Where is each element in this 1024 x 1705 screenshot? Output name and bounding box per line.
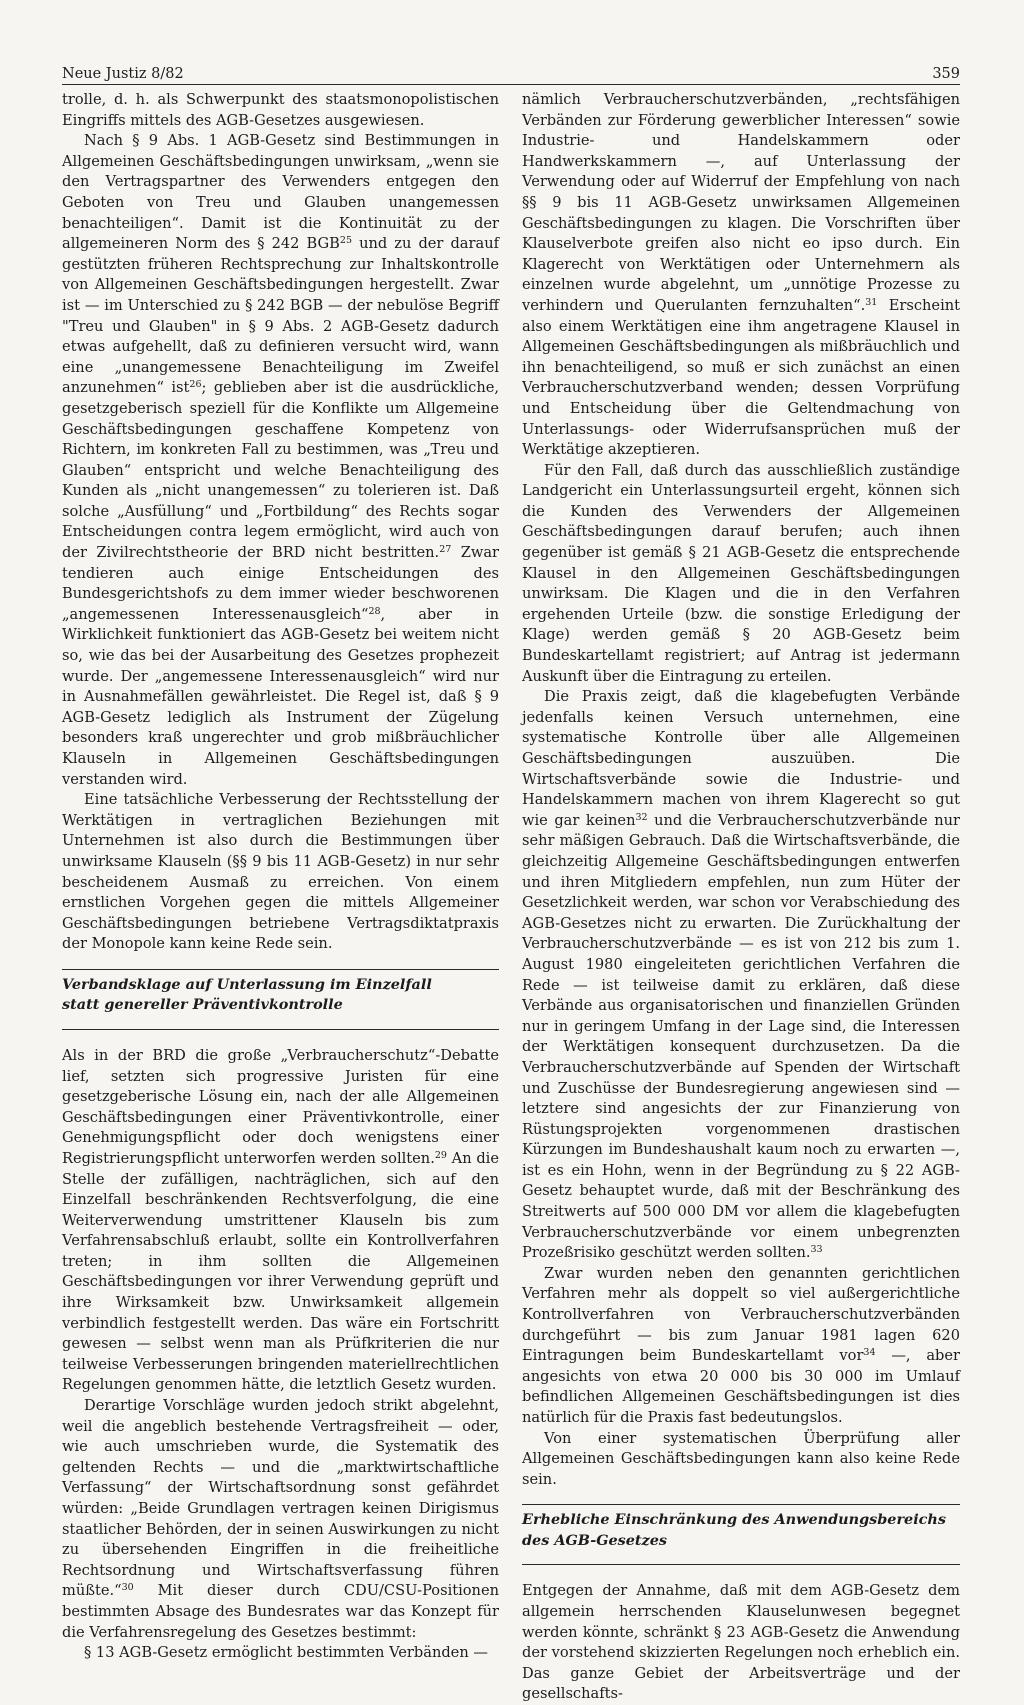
paragraph: nämlich Verbraucherschutzverbänden, „rechtsfähigen Verbänden zur Förderung gewerblicher Interessen“ sowie Industrie- und Handelskammern oder Handwerkskammern —, auf Unterlassung der Verwendung oder auf Widerruf der Empfehlung von nach §§ 9 bis 11 AGB-Gesetz unwirksamen Allgemeinen Geschäftsbedingungen zu klagen. Die Vorschriften über Klauselverbote greifen also nicht eo ipso durch. Ein Klagerecht von Werktätigen oder Unternehmern als einzelnen wurde abgelehnt, um „unnötige Prozesse zu verhindern und Querulanten fernzuhalten“.$^{31}$ Erscheint also einem Werktätigen eine ihm angetragene Klausel in Allgemeinen Geschäftsbedingungen als mißbräuchlich und ihn benachteiligend, so muß er sich zunächst an einen Verbraucherschutzverband wenden; dessen Vorprüfung und Entscheidung über die Geltendmachung von Unterlassungs- oder Widerrufsansprüchen muß der Werktätige akzeptieren. [522,91,960,459]
footnote-ref: 28 [368,605,381,617]
footnote-ref: 26 [189,379,202,391]
paragraph: Die Praxis zeigt, daß die klagebefugten Verbände jedenfalls keinen Versuch unternehmen, eine systematische Kontrolle über alle Allgemeinen Geschäftsbedingungen auszuüben. Die Wirtschaftsverbände sowie die Industrie- und Handelskammern machen von ihrem Klagerecht so gut wie gar keinen$^{32}$ und die Verbraucherschutzverbände nur sehr mäßigen Gebrauch. Daß die Wirtschaftsverbände, die gleichzeitig Allgemeine Geschäftsbedingungen entwerfen und ihren Mitgliedern empfehlen, nun zum Hüter der Gesetzlichkeit werden, war schon vor Verabschiedung des AGB-Gesetzes nicht zu erwarten. Die Zurückhaltung der Verbraucherschutzverbände — es ist von 212 bis zum 1. August 1980 eingeleiteten gerichtlichen Verfahren die Rede — ist teilweise damit zu erklären, daß diese Verbände aus organisatorischen und finanziellen Gründen nur in geringem Umfang in der Lage sind, die Interessen der Werktätigen konsequent durchzusetzen. Da die Verbraucherschutzverbände auf Spenden der Wirtschaft und Zuschüsse der Bundesregierung angewiesen sind — letztere sind angesichts der zur Finanzierung von Rüstungsprojekten vorgenommenen drastischen Kürzungen im Bundeshaushalt kaum noch zu erwarten —, ist es ein Hohn, wenn in der Begründung zu § 22 AGB-Gesetz behauptet wurde, daß mit der Beschränkung des Streitwerts auf 500 000 DM vor allem die klagebefugten Verbraucherschutzverbände vor einem unbegrenzten Prozeßrisiko geschützt werden sollten.$^{33}$ [522,688,960,1262]
paragraph: Von einer systematischen Überprüfung aller Allgemeinen Geschäftsbedingungen kann also keine Rede sein. [522,1429,960,1488]
footnote-ref: 25 [339,235,353,247]
paragraph: Nach § 9 Abs. 1 AGB-Gesetz sind Bestimmungen in Allgemeinen Geschäftsbedingungen unwirksam, „wenn sie den Vertragspartner des Verwenders entgegen den Geboten von Treu und Glauben unangemessen benachteiligen“. Damit ist die Kontinuität zu der allgemeineren Norm des § 242 BGB$^{25}$ und zu der darauf gestützten früheren Rechtsprechung zur Inhaltskontrolle von Allgemeinen Geschäftsbedingungen hergestellt. Zwar ist — im Unterschied zu § 242 BGB — der nebulöse Begriff "Treu und Glauben" in § 9 Abs. 2 AGB-Gesetz dadurch etwas aufgehellt, daß zu definieren versucht wird, wann eine „unangemessene Benachteiligung im Zweifel anzunehmen“ ist$^{26}$; geblieben aber ist die ausdrückliche, gesetzgeberisch speziell für die Konflikte um Allgemeine Geschäftsbedingungen geschaffene Kompetenz von Richtern, im konkreten Fall zu bestimmen, was „Treu und Glauben“ entspricht und welche Benachteiligung des Kunden als „nicht unangemessen“ zu tolerieren ist. Daß solche „Ausfüllung“ und „Fortbildung“ des Rechts sogar Entscheidungen contra legem ermöglicht, wird auch von der Zivilrechtstheorie der BRD nicht bestritten.$^{27}$ Zwar tendieren auch einige Entscheidungen des Bundesgerichtshofs zu dem immer wieder beschworenen „angemessenen Interessenausgleich“$^{28}$, aber in Wirklichkeit funktioniert das AGB-Gesetz bei weitem nicht so, wie das bei der Ausarbeitung des Gesetzes prophezeit wurde. Der „angemessene Interessenausgleich“ wird nur in Ausnahmefällen gewährleistet. Die Regel ist, daß § 9 AGB-Gesetz lediglich als Instrument der Zügelung besonders kraß ungerechter und grob mißbräuchlicher Klauseln in Allgemeinen Geschäftsbedingungen verstanden wird. [62,132,500,788]
page-number: 359 [932,66,960,82]
footnote-ref: 27 [439,544,452,556]
running-header [62,52,960,85]
paragraph: Derartige Vorschläge wurden jedoch strikt abgelehnt, weil die angeblich bestehende Vertragsfreiheit — oder, wie auch umschrieben wurde, die Systematik des geltenden Rechts — und die „marktwirtschaftliche Verfassung“ der Wirtschaftsordnung sonst gefährdet würden: „Beide Grundlagen vertragen keinen Dirigismus staatlicher Behörden, der in seinen Auswirkungen zu nicht zu übersehenden Eingriffen in die freiheitliche Rechtsordnung und Wirtschaftsverfassung führen müßte.“$^{30}$ Mit dieser durch CDU/CSU-Positionen bestimmten Absage des Bundesrates war das Konzept für die Verfahrensregelung des Gesetzes bestimmt: [62,1397,499,1641]
footnote-ref: 33 [810,1244,823,1256]
right-column [522,90,960,1705]
paragraph: Für den Fall, daß durch das ausschließlich zuständige Landgericht ein Unterlassungsurteil ergeht, können sich die Kunden des Verwenders der Allgemeinen Geschäftsbedingungen darauf berufen; auch ihnen gegenüber ist gemäß § 21 AGB-Gesetz die entsprechende Klausel in den Allgemeinen Geschäftsbedingungen unwirksam. Die Klagen und die in den Verfahren ergehenden Urteile (bzw. die sonstige Erledigung der Klage) werden gemäß § 20 AGB-Gesetz beim Bundeskartellamt registriert; auf Antrag ist jedermann Auskunft über die Eintragung zu erteilen. [522,461,960,685]
paragraph: Entgegen der Annahme, daß mit dem AGB-Gesetz dem allgemein herrschenden Klauselunwesen begegnet werden könnte, schränkt § 23 AGB-Gesetz die Anwendung der vorstehend skizzierten Regelungen noch erheblich ein. Das ganze Gebiet der Arbeitsverträge und der gesellschafts- [522,1582,960,1703]
footnote-ref: 31 [865,296,878,308]
section-heading: Verbandsklage auf Unterlassung im Einzelfall statt genereller Präventivkontrolle [62,969,499,1030]
footnote-ref: 30 [121,1582,134,1594]
footnote-ref: 34 [863,1347,876,1359]
journal-issue: Neue Justiz 8/82 [62,66,184,82]
section-heading: Erhebliche Einschränkung des Anwendungsbereichs des AGB-Gesetzes [522,1504,960,1565]
paragraph: trolle, d. h. als Schwerpunkt des staatsmonopolistischen Eingriffs mittels des AGB-Gesetzes ausgewiesen. [62,91,499,129]
left-column [62,90,499,1664]
paragraph: Eine tatsächliche Verbesserung der Rechtsstellung der Werktätigen in vertraglichen Beziehungen mit Unternehmen ist also durch die Bestimmungen über unwirksame Klauseln (§§ 9 bis 11 AGB-Gesetz) in nur sehr bescheidenem Ausmaß zu erreichen. Von einem ernstlichen Vorgehen gegen die mittels Allgemeiner Geschäftsbedingungen betriebene Vertragsdiktatpraxis der Monopole kann keine Rede sein. [62,791,499,953]
paragraph: Als in der BRD die große „Verbraucherschutz“-Debatte lief, setzten sich progressive Juristen für eine gesetzgeberische Lösung ein, nach der alle Allgemeinen Geschäftsbedingungen einer Präventivkontrolle, einer Genehmigungspflicht oder doch wenigstens einer Registrierungspflicht unterworfen werden sollten.$^{29}$ An die Stelle der zufälligen, nachträglichen, sich auf den Einzelfall beschränkenden Rechtsverfolgung, die eine Weiterverwendung umstrittener Klauseln bis zum Verfahrensabschluß erlaubt, sollte ein Kontrollverfahren treten; in ihm sollten die Allgemeinen Geschäftsbedingungen vor ihrer Verwendung geprüft und ihre Wirksamkeit bzw. Unwirksamkeit allgemein verbindlich festgestellt werden. Das wäre ein Fortschritt gewesen — selbst wenn man als Prüfkriterien die nur teilweise Verbesserungen bringenden materiellrechtlichen Regelungen genommen hätte, die letztlich Gesetz wurden. [62,1046,499,1394]
footnote-ref: 29 [434,1149,447,1161]
paragraph: Zwar wurden neben den genannten gerichtlichen Verfahren mehr als doppelt so viel außergerichtliche Kontrollverfahren von Verbraucherschutzverbänden durchgeführt — bis zum Januar 1981 lagen 620 Eintragungen beim Bundeskartellamt vor$^{34}$ —, aber angesichts von etwa 20 000 bis 30 000 im Umlauf befindlichen Allgemeinen Geschäftsbedingungen ist dies natürlich für die Praxis fast bedeutungslos. [522,1264,961,1426]
paragraph: § 13 AGB-Gesetz ermöglicht bestimmten Verbänden — [84,1644,488,1662]
footnote-ref: 32 [635,811,648,823]
